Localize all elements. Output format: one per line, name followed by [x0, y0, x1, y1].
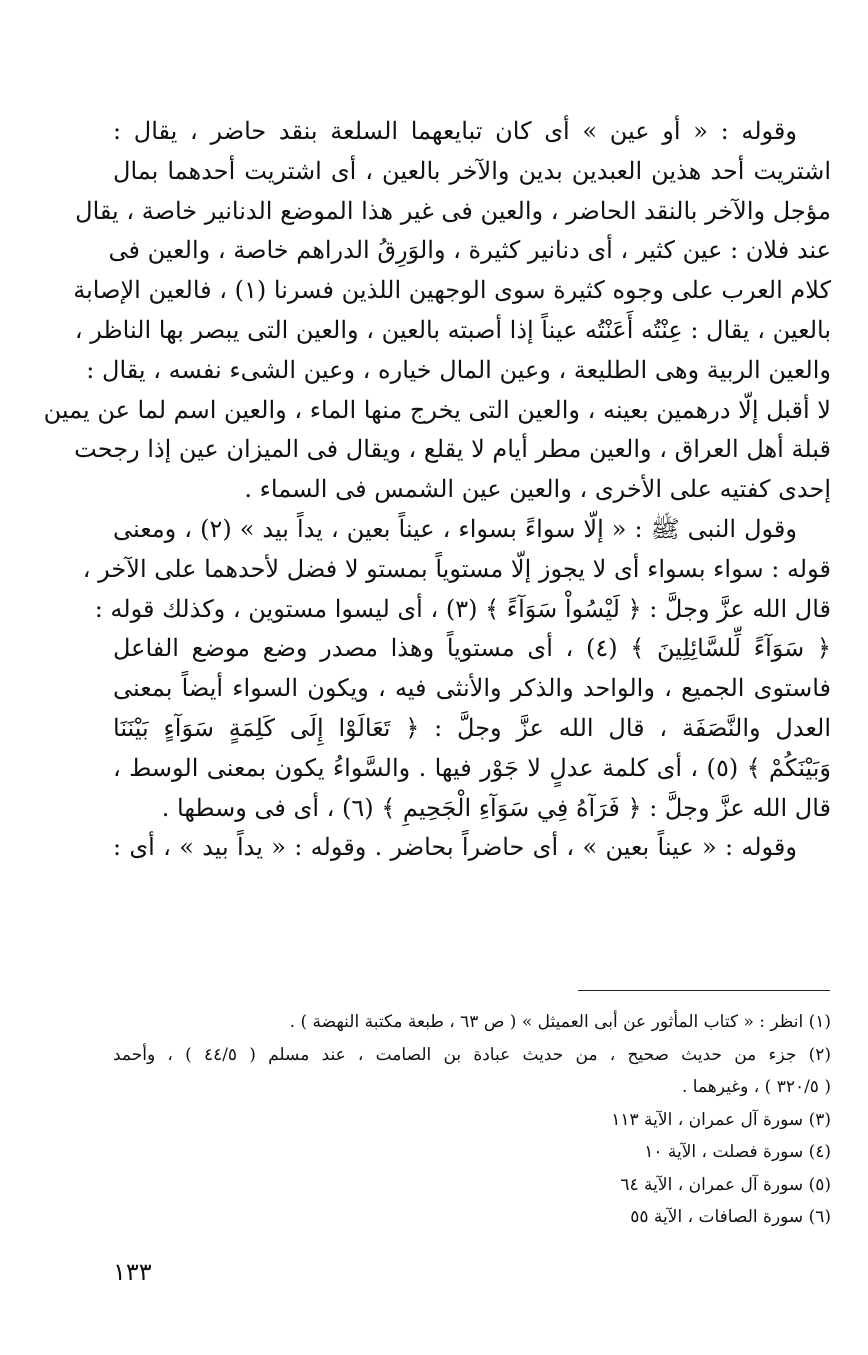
body-line: قبلة أهل العراق ، والعين مطر أيام لا يقلع ، ويقال فى الميزان عين إذا رجحت [74, 435, 831, 464]
body-line: وقول النبى ﷺ : « إلّا سواءً بسواء ، عيناً بعين ، يداً بيد » (٢) ، ومعنى [113, 514, 797, 543]
footnote: (٢) جزء من حديث صحيح ، من حديث عبادة بن الصامت ، عند مسلم ( ٤٤/٥ ) ، وأحمد [113, 1044, 831, 1065]
body-line: قال الله عزَّ وجلَّ : ﴿ لَيْسُواْ سَوَآءً ﴾ (٣) ، أى ليسوا مستوين ، وكذلك قوله : [94, 594, 831, 623]
body-text [43, 112, 832, 868]
body-line: وقوله : « أو عين » أى كان تبايعهما السلعة بنقد حاضر ، يقال : [113, 117, 797, 145]
body-line: وَبَيْنَكُمْ ﴾ (٥) ، أى كلمة عدلٍ لا جَوْر فيها . والسَّواءُ يكون بمعنى الوسط ، [113, 753, 832, 782]
body-line: قال الله عزَّ وجلَّ : ﴿ فَرَآهُ فِي سَوَآءِ الْجَحِيمِ ﴾ (٦) ، أى فى وسطها . [161, 793, 831, 822]
body-line: والعين الربية وهى الطليعة ، وعين المال خياره ، وعين الشىء نفسه ، يقال : [86, 355, 831, 384]
footnote: (٣) سورة آل عمران ، الآية ١١٣ [611, 1109, 831, 1130]
body-line: كلام العرب على وجوه كثيرة سوى الوجهين اللذين فسرنا (١) ، فالعين الإصابة [73, 276, 831, 305]
body-line: اشتريت أحد هذين العبدين بدين والآخر بالعين ، أى اشتريت أحدهما بمال [113, 156, 831, 185]
body-line: بالعين ، يقال : عِنْتُه أَعَنْتُه عيناً إذا أصبته بالعين ، والعين التى يبصر بها الناظر ، [74, 315, 831, 344]
footnote: (١) انظر : « كتاب المأثور عن أبى العميثل » ( ص ٦٣ ، طبعة مكتبة النهضة ) . [289, 1012, 831, 1032]
footnote-divider [578, 990, 830, 991]
body-line: قوله : سواء بسواء أى لا يجوز إلّا مستوياً بمستو لا فضل لأحدهما على الآخر ، [82, 554, 831, 583]
body-line: ﴿ سَوَآءً لِّلسَّائِلِينَ ﴾ (٤) ، أى مستوياً وهذا مصدر وضع موضع الفاعل [113, 634, 831, 663]
body-line: مؤجل والآخر بالنقد الحاضر ، والعين فى غير هذا الموضع الدنانير خاصة ، يقال [75, 196, 831, 225]
footnote: (٤) سورة فصلت ، الآية ١٠ [644, 1142, 831, 1162]
footnote: (٦) سورة الصافات ، الآية ٥٥ [630, 1207, 831, 1227]
footnote: (٥) سورة آل عمران ، الآية ٦٤ [620, 1174, 831, 1195]
body-line: عند فلان : عين كثير ، أى دنانير كثيرة ، والوَرِقُ الدراهم خاصة ، والعين فى [108, 236, 831, 265]
page-number: ١٣٣ [113, 1258, 152, 1286]
body-line: إحدى كفتيه على الأخرى ، والعين عين الشمس فى السماء . [244, 475, 831, 504]
body-line: العدل والنَّصَفَة ، قال الله عزَّ وجلَّ : ﴿ تَعَالَوْا إِلَى كَلِمَةٍ سَوَآءٍ بَيْنَنَا [113, 713, 832, 742]
footnote-continuation: ( ٣٢٠/٥ ) ، وغيرهما . [681, 1077, 831, 1097]
body-line: لا أقبل إلّا درهمين بعينه ، والعين التى يخرج منها الماء ، والعين اسم لما عن يمين [43, 395, 831, 424]
body-line: فاستوى الجميع ، والواحد والذكر والأنثى فيه ، ويكون السواء أيضاً بمعنى [113, 674, 832, 703]
footnotes [113, 1006, 831, 1234]
body-line: وقوله : « عيناً بعين » ، أى حاضراً بحاضر . وقوله : « يداً بيد » ، أى : [113, 833, 797, 862]
